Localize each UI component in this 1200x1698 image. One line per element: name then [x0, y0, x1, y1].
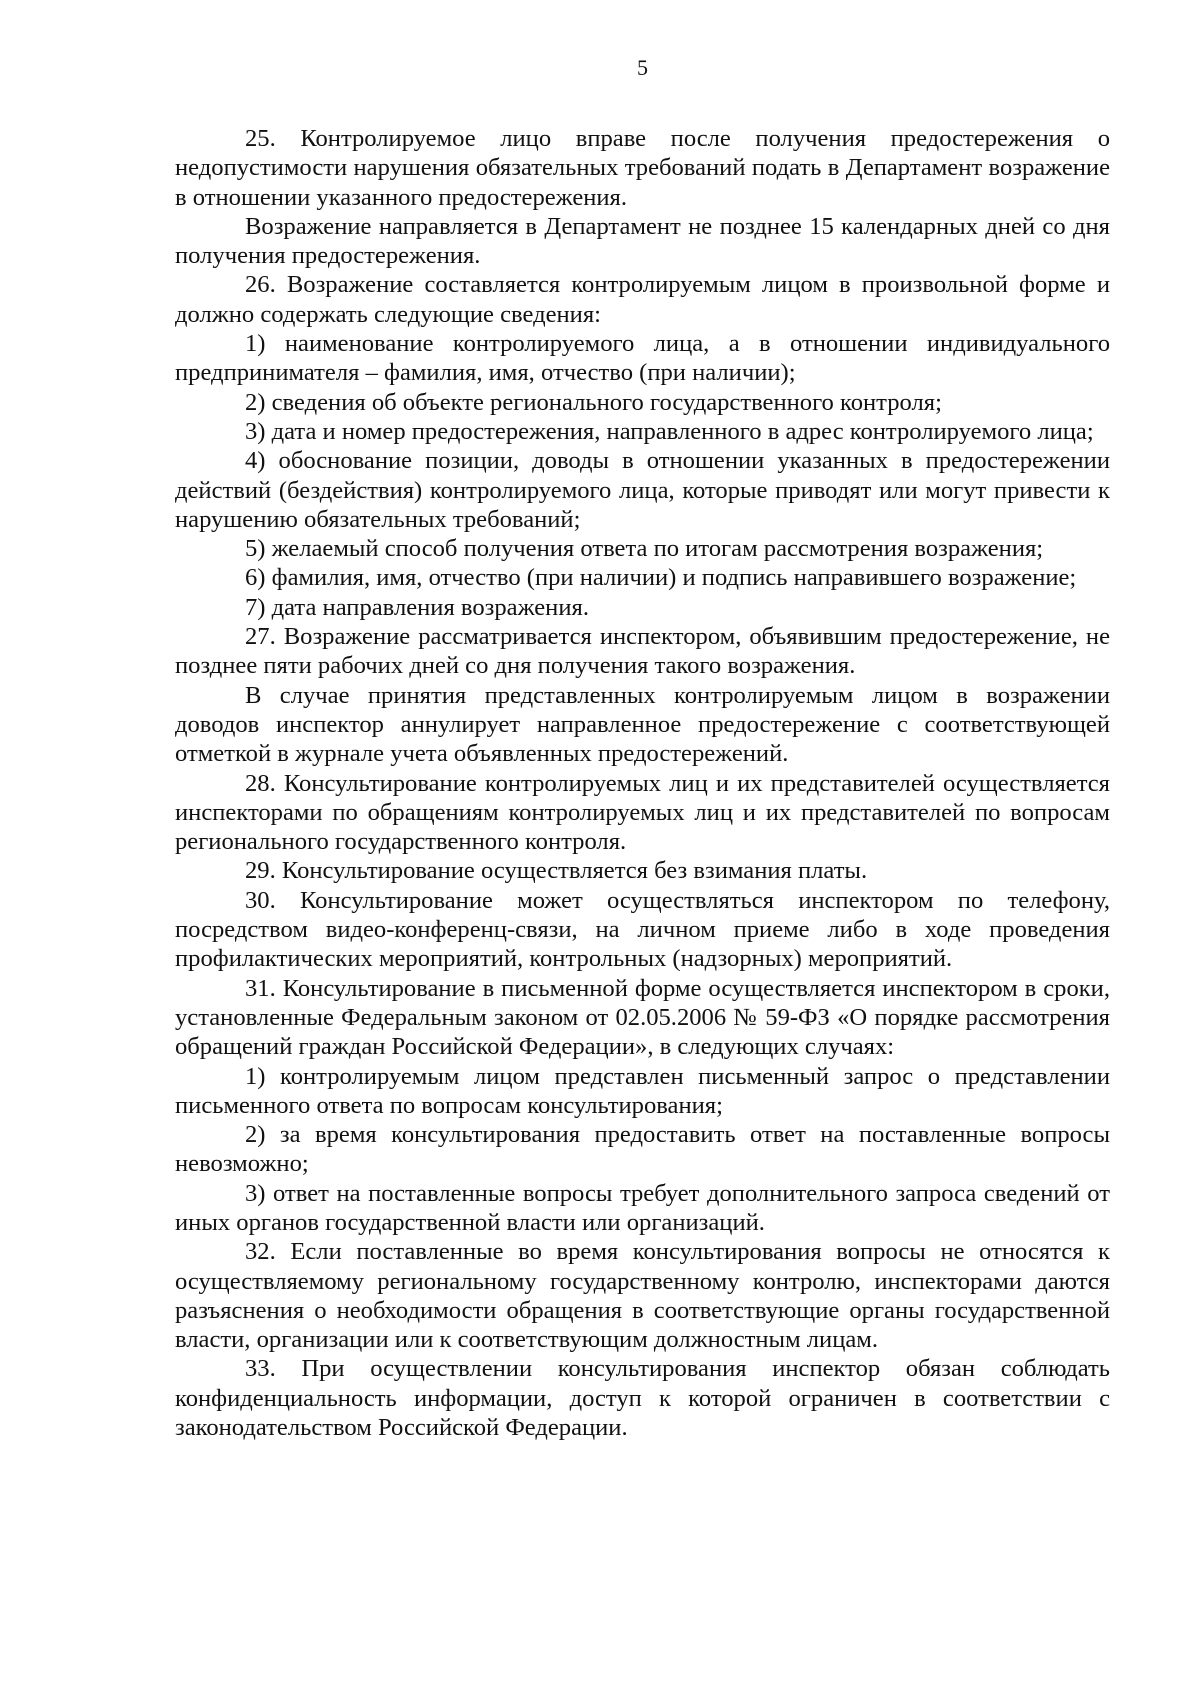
paragraph-26-item-1: 1) наименование контролируемого лица, а в отношении индивидуального предпринимателя – фамилия, имя, отчество (при наличии);: [175, 330, 1110, 387]
paragraph-28: 28. Консультирование контролируемых лиц и их представителей осуществляется инспекторами по обращениям контролируемых лиц и их представителей по вопросам регионального государственного контроля.: [175, 769, 1110, 856]
paragraph-31: 31. Консультирование в письменной форме осуществляется инспектором в сроки, установленные Федеральным законом от 02.05.2006 № 59-ФЗ «О порядке рассмотрения обращений граждан Российской Федерации», в следующих случаях:: [175, 974, 1110, 1061]
paragraph-25-deadline: Возражение направляется в Департамент не позднее 15 календарных дней со дня получения предостережения.: [175, 212, 1110, 270]
paragraph-32: 32. Если поставленные во время консультирования вопросы не относятся к осуществляемому региональному государственному контролю, инспекторами даются разъяснения о необходимости обращения в соответствующие органы государственной власти, организации или к соответствующим должностным лицам.: [175, 1238, 1110, 1354]
paragraph-31-item-3: 3) ответ на поставленные вопросы требует дополнительного запроса сведений от иных органов государственной власти или организаций.: [175, 1179, 1110, 1236]
paragraph-31-item-2: 2) за время консультирования предоставить ответ на поставленные вопросы невозможно;: [175, 1121, 1110, 1178]
paragraph-26-item-7: 7) дата направления возражения.: [245, 593, 589, 621]
paragraph-26-item-4: 4) обоснование позиции, доводы в отношении указанных в предостережении действий (бездействия) контролируемого лица, которые приводят или могут привести к нарушению обязательных требований;: [175, 447, 1110, 533]
paragraph-26-item-2: 2) сведения об объекте регионального государственного контроля;: [245, 388, 942, 416]
paragraph-30: 30. Консультирование может осуществляться инспектором по телефону, посредством видео-конференц-связи, на личном приеме либо в ходе проведения профилактических мероприятий, контрольных (надзорных) мероприятий.: [175, 886, 1110, 973]
paragraph-31-item-1: 1) контролируемым лицом представлен письменный запрос о представлении письменного ответа по вопросам консультирования;: [175, 1062, 1110, 1119]
paragraph-26-item-5: 5) желаемый способ получения ответа по итогам рассмотрения возражения;: [245, 535, 1044, 563]
page-number: 5: [637, 55, 648, 80]
paragraph-27-annulment: В случае принятия представленных контролируемым лицом в возражении доводов инспектор аннулирует направленное предостережение с соответствующей отметкой в журнале учета объявленных предостережений.: [175, 681, 1110, 768]
paragraph-26: 26. Возражение составляется контролируемым лицом в произвольной форме и должно содержать следующие сведения:: [175, 271, 1110, 328]
paragraph-25: 25. Контролируемое лицо вправе после получения предостережения о недопустимости нарушения обязательных требований подать в Департамент возражение в отношении указанного предостережения.: [175, 125, 1110, 211]
paragraph-26-item-3: 3) дата и номер предостережения, направленного в адрес контролируемого лица;: [245, 417, 1094, 445]
paragraph-29: 29. Консультирование осуществляется без взимания платы.: [245, 857, 868, 885]
document-body: [175, 124, 1110, 1442]
paragraph-26-item-6: 6) фамилия, имя, отчество (при наличии) и подпись направившего возражение;: [245, 564, 1077, 592]
paragraph-27: 27. Возражение рассматривается инспектором, объявившим предостережение, не позднее пяти рабочих дней со дня получения такого возражения.: [175, 623, 1110, 680]
paragraph-33: 33. При осуществлении консультирования инспектор обязан соблюдать конфиденциальность информации, доступ к которой ограничен в соответствии с законодательством Российской Федерации.: [175, 1355, 1110, 1442]
